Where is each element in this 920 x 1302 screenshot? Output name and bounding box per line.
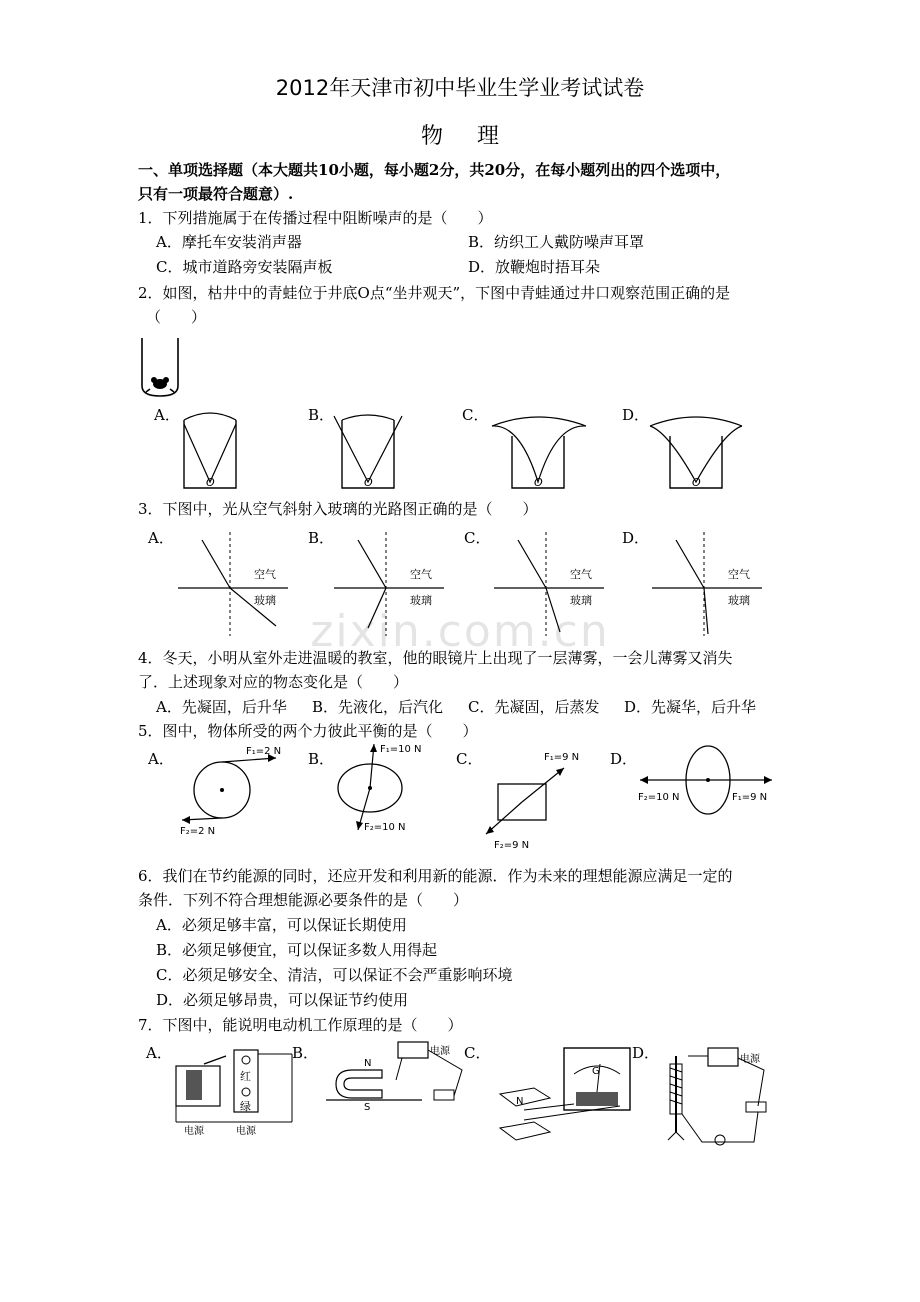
q6-stem-line1: 6．我们在节约能源的同时，还应开发和利用新的能源．作为未来的理想能源应满足一定的 xyxy=(138,867,733,885)
q2-figure-d xyxy=(646,412,746,492)
q3-stem: 3．下图中，光从空气斜射入玻璃的光路图正确的是（ ） xyxy=(138,500,538,518)
q5-option-c[interactable]: C． xyxy=(456,750,483,768)
q7-c-n: N xyxy=(516,1096,524,1107)
q3-figure-d xyxy=(652,532,772,637)
q7-b-power: 电源 xyxy=(430,1046,450,1057)
q5-b-f2: F₂=10 N xyxy=(364,822,406,833)
section-heading-line1: 一、单项选择题（本大题共10小题，每小题2分，共20分，在每小题列出的四个选项中， xyxy=(138,161,731,179)
q5-figure-b xyxy=(336,740,436,840)
well-frog-figure xyxy=(138,336,188,398)
q5-figure-c xyxy=(482,740,602,852)
q1-option-c[interactable]: C．城市道路旁安装隔声板 xyxy=(156,258,333,276)
exam-title: 2012年天津市初中毕业生学业考试试卷 xyxy=(275,76,645,100)
q2-figure-c xyxy=(490,412,590,492)
q4-option-c[interactable]: C．先凝固，后蒸发 xyxy=(468,698,600,716)
q4-option-b[interactable]: B．先液化，后汽化 xyxy=(312,698,444,716)
q2-b-o-label: O xyxy=(364,476,373,489)
q5-d-f1: F₁=9 N xyxy=(732,792,768,803)
q7-option-c[interactable]: C． xyxy=(464,1044,491,1062)
q7-a-power1: 电源 xyxy=(184,1126,204,1137)
q7-b-n: N xyxy=(364,1058,372,1069)
q2-a-o-label: O xyxy=(206,476,215,489)
watermark: zixin.com.cn xyxy=(310,606,610,657)
q5-b-f1: F₁=10 N xyxy=(380,744,422,755)
q3-figure-c xyxy=(494,532,614,637)
q3-figure-b xyxy=(334,532,454,637)
q5-option-d[interactable]: D． xyxy=(610,750,638,768)
subject-title: 物理 xyxy=(420,124,533,149)
q7-option-d[interactable]: D． xyxy=(632,1044,660,1062)
q7-b-s: S xyxy=(364,1102,371,1113)
q5-option-b[interactable]: B． xyxy=(308,750,335,768)
section-heading-line2: 只有一项最符合题意）. xyxy=(138,185,294,203)
q3-d-air: 空气 xyxy=(728,568,750,581)
q7-a-power2: 电源 xyxy=(236,1126,256,1137)
q5-stem: 5．图中，物体所受的两个力彼此平衡的是（ ） xyxy=(138,722,478,740)
q2-figure-a xyxy=(176,412,246,492)
q7-figure-b-rail xyxy=(322,1040,468,1112)
q7-figure-c-galvanometer xyxy=(494,1044,654,1152)
q3-option-c[interactable]: C． xyxy=(464,529,491,547)
q3-c-glass: 玻璃 xyxy=(570,594,592,607)
q7-a-red: 红 xyxy=(240,1070,251,1083)
q4-option-a[interactable]: A．先凝固，后升华 xyxy=(156,698,287,716)
q7-figure-a-relay xyxy=(174,1044,298,1136)
q6-option-b[interactable]: B．必须足够便宜，可以保证多数人用得起 xyxy=(156,941,438,959)
q7-c-g: G xyxy=(592,1066,600,1077)
q5-option-a[interactable]: A． xyxy=(148,750,174,768)
q7-stem: 7．下图中，能说明电动机工作原理的是（ ） xyxy=(138,1016,463,1034)
q2-option-d[interactable]: D． xyxy=(622,406,650,424)
q4-stem-line1: 4．冬天，小明从室外走进温暖的教室，他的眼镜片上出现了一层薄雾，一会儿薄雾又消失 xyxy=(138,649,733,667)
q2-option-c[interactable]: C． xyxy=(462,406,489,424)
q1-option-d[interactable]: D．放鞭炮时捂耳朵 xyxy=(468,258,601,276)
q6-option-a[interactable]: A．必须足够丰富，可以保证长期使用 xyxy=(156,916,407,934)
q4-option-d[interactable]: D．先凝华，后升华 xyxy=(624,698,757,716)
q5-figure-d xyxy=(636,744,776,834)
q5-figure-a xyxy=(176,740,296,840)
q3-option-d[interactable]: D． xyxy=(622,529,650,547)
q7-option-a[interactable]: A． xyxy=(146,1044,172,1062)
q5-a-f1: F₁=2 N xyxy=(246,746,282,757)
q3-c-air: 空气 xyxy=(570,568,592,581)
q2-option-b[interactable]: B． xyxy=(308,406,335,424)
q1-option-a[interactable]: A．摩托车安装消声器 xyxy=(156,233,302,251)
q3-option-b[interactable]: B． xyxy=(308,529,335,547)
q3-option-a[interactable]: A． xyxy=(148,529,174,547)
q5-c-f2: F₂=9 N xyxy=(494,840,530,851)
q1-option-b[interactable]: B．纺织工人戴防噪声耳罩 xyxy=(468,233,645,251)
q2-option-a[interactable]: A． xyxy=(154,406,180,424)
q2-figure-b xyxy=(334,412,404,492)
q3-figure-a xyxy=(178,532,298,637)
q5-c-f1: F₁=9 N xyxy=(544,752,580,763)
q5-d-f2: F₂=10 N xyxy=(638,792,680,803)
q3-a-air: 空气 xyxy=(254,568,276,581)
q6-option-c[interactable]: C．必须足够安全、清洁，可以保证不会严重影响环境 xyxy=(156,966,513,984)
q7-a-green: 绿 xyxy=(240,1100,251,1113)
q3-b-air: 空气 xyxy=(410,568,432,581)
q4-stem-line2: 了．上述现象对应的物态变化是（ ） xyxy=(138,673,409,691)
q7-option-b[interactable]: B． xyxy=(292,1044,319,1062)
q7-d-power: 电源 xyxy=(740,1054,760,1065)
q3-a-glass: 玻璃 xyxy=(254,594,276,607)
q2-paren: （ ） xyxy=(146,308,207,326)
q6-stem-line2: 条件．下列不符合理想能源必要条件的是（ ） xyxy=(138,891,469,909)
q3-d-glass: 玻璃 xyxy=(728,594,750,607)
q3-b-glass: 玻璃 xyxy=(410,594,432,607)
q7-figure-d-electromagnet xyxy=(658,1046,778,1150)
q2-d-o-label: O xyxy=(692,476,701,489)
q6-option-d[interactable]: D．必须足够昂贵，可以保证节约使用 xyxy=(156,991,409,1009)
q2-stem: 2．如图，枯井中的青蛙位于井底O点“坐井观天”，下图中青蛙通过井口观察范围正确的是 xyxy=(138,284,731,302)
q2-c-o-label: O xyxy=(534,476,543,489)
q5-a-f2: F₂=2 N xyxy=(180,826,216,837)
q1-stem: 1．下列措施属于在传播过程中阻断噪声的是（ ） xyxy=(138,209,493,227)
